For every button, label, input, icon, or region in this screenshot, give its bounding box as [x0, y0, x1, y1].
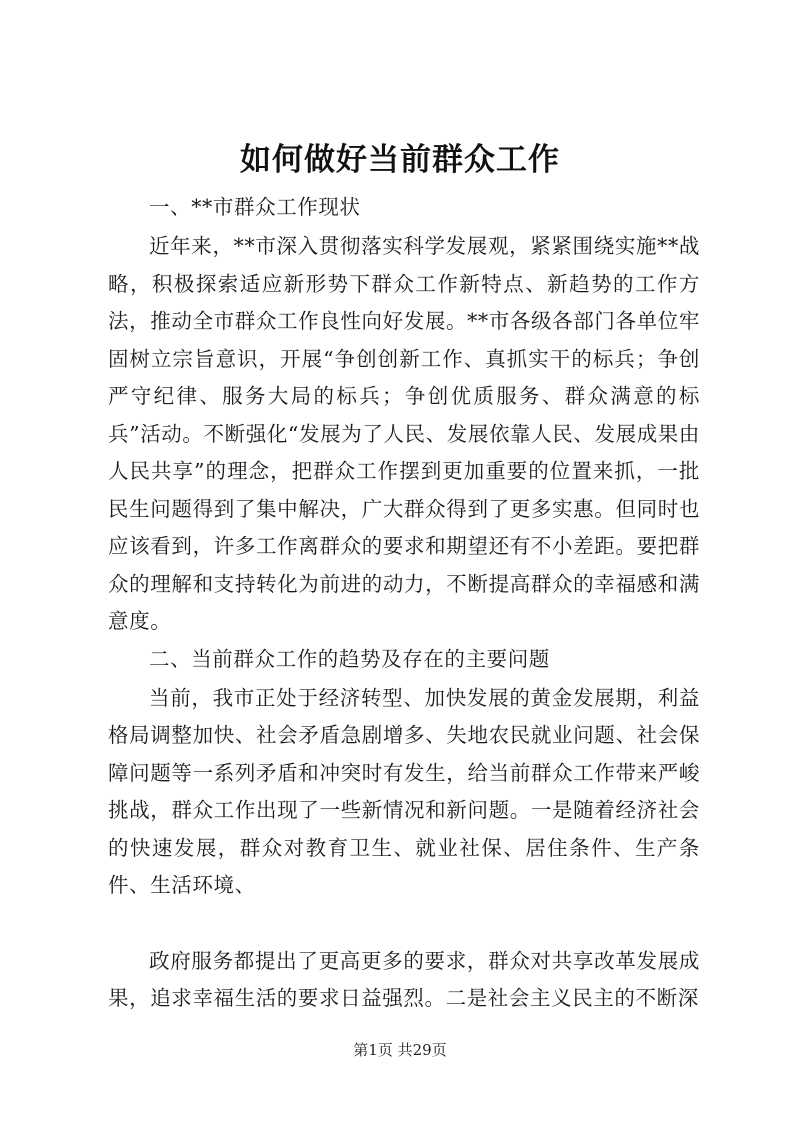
- document-body: [108, 189, 700, 1018]
- section-2-paragraph-2: 政府服务都提出了更高更多的要求，群众对共享改革发展成果，追求幸福生活的要求日益强烈。二是社会主义民主的不断深: [108, 948, 700, 1010]
- section-heading-1: 一、**市群众工作现状: [149, 195, 361, 219]
- section-2-paragraph-1: 当前，我市正处于经济转型、加快发展的黄金发展期，利益格局调整加快、社会矛盾急剧增多、失地农民就业问题、社会保障问题等一系列矛盾和冲突时有发生，给当前群众工作带来严峻挑战，群众工作出现了一些新情况和新问题。一是随着经济社会的快速发展，群众对教育卫生、就业社保、居住条件、生产条件、生活环境、: [108, 685, 700, 897]
- page-number-footer: 第1页 共29页: [353, 1041, 447, 1059]
- section-1-paragraph-1: 近年来，**市深入贯彻落实科学发展观，紧紧围绕实施**战略，积极探索适应新形势下群众工作新特点、新趋势的工作方法，推动全市群众工作良性向好发展。**市各级各部门各单位牢固树立宗旨意识，开展“争创创新工作、真抓实干的标兵；争创严守纪律、服务大局的标兵；争创优质服务、群众满意的标兵”活动。不断强化“发展为了人民、发展依靠人民、发展成果由人民共享”的理念，把群众工作摆到更加重要的位置来抓，一批民生问题得到了集中解决，广大群众得到了更多实惠。但同时也应该看到，许多工作离群众的要求和期望还有不小差距。要把群众的理解和支持转化为前进的动力，不断提高群众的幸福感和满意度。: [108, 234, 700, 633]
- section-heading-2: 二、当前群众工作的趋势及存在的主要问题: [149, 646, 550, 671]
- document-title: 如何做好当前群众工作: [240, 142, 560, 178]
